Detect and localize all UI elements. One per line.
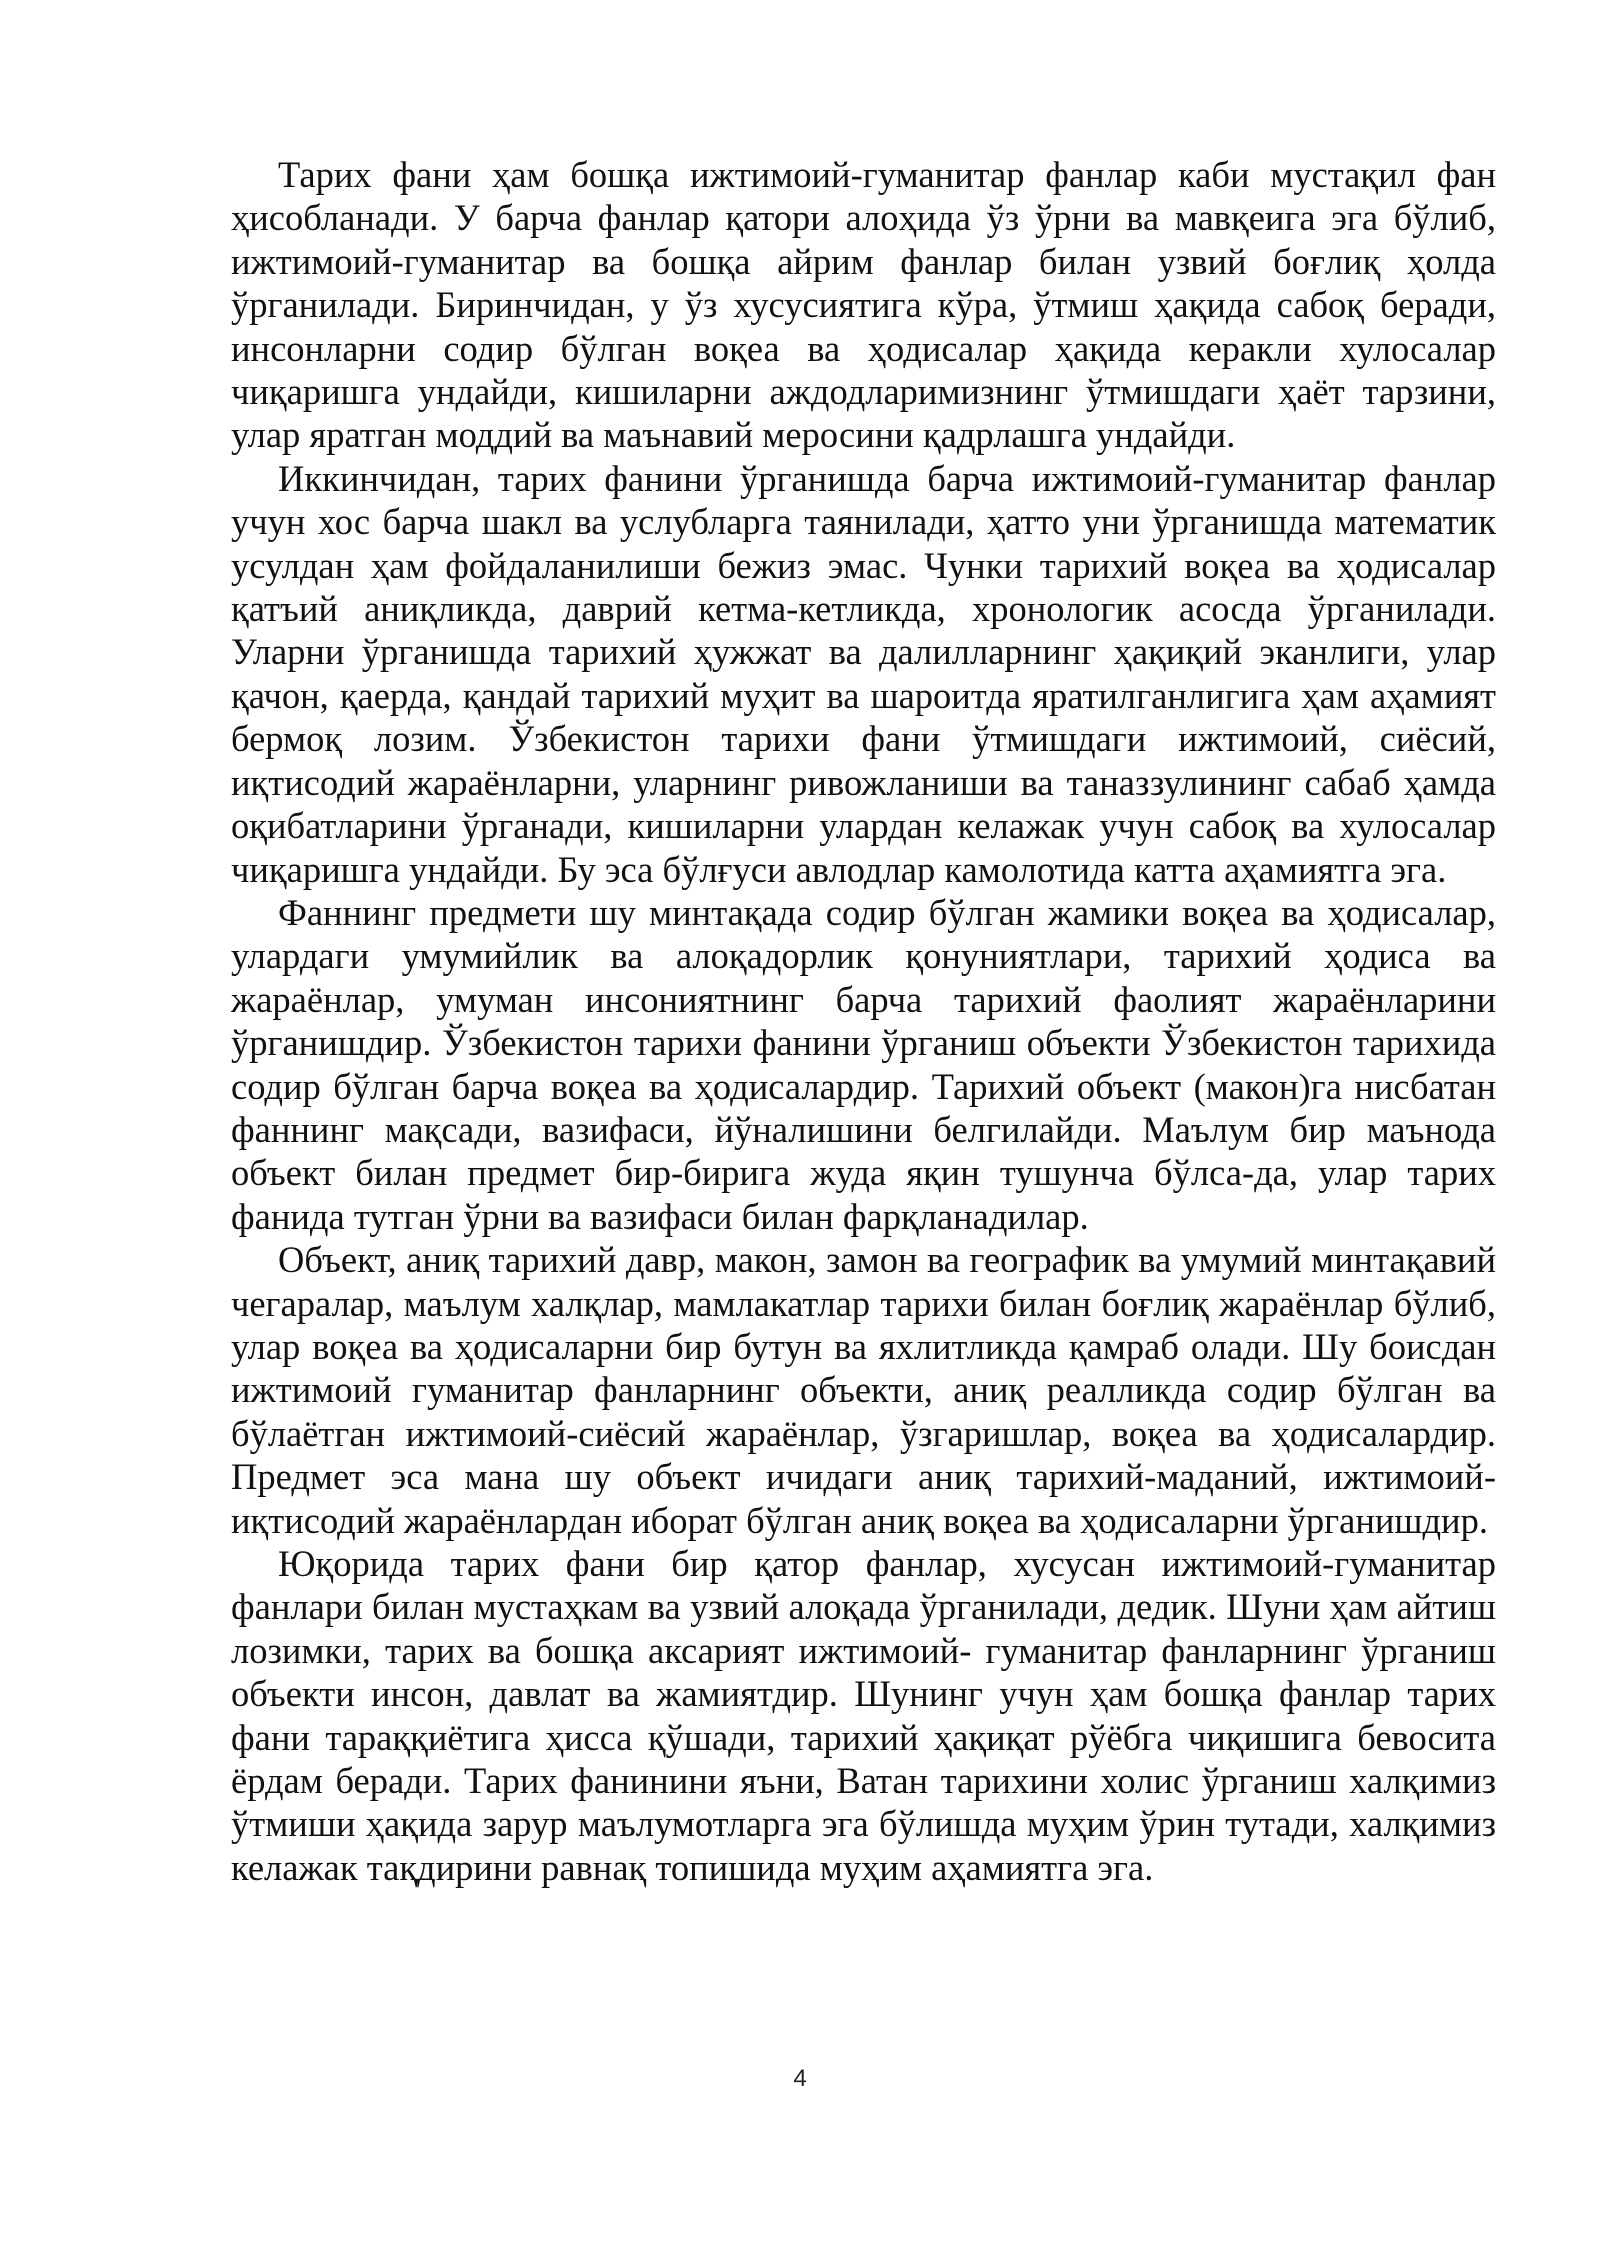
paragraph-1: Тарих фани ҳам бошқа ижтимоий-гуманитар фанлар каби мустақил фан ҳисобланади. У барча фанлар қатори алоҳида ўз ўрни ва мавқеига эга бўлиб, ижтимоий-гуманитар ва бошқа айрим фанлар билан узвий боғлиқ ҳолда ўрганилади. Биринчидан, у ўз хусусиятига кўра, ўтмиш ҳақида сабоқ беради, инсонларни содир бўлган воқеа ва ҳодисалар ҳақида керакли хулосалар чиқаришга ундайди, кишиларни аждодларимизнинг ўтмишдаги ҳаёт тарзини, улар яратган моддий ва маънавий меросини қадрлашга ундайди. xyxy=(231,154,1496,456)
paragraph-5: Юқорида тарих фани бир қатор фанлар, хусусан ижтимоий-гуманитар фанлари билан мустаҳкам ва узвий алоқада ўрганилади, дедик. Шуни ҳам айтиш лозимки, тарих ва бошқа аксарият ижтимоий- гуманитар фанларнинг ўрганиш объекти инсон, давлат ва жамиятдир. Шунинг учун ҳам бошқа фанлар тарих фани тараққиётига ҳисса қўшади, тарихий ҳақиқат рўёбга чиқишига бевосита ёрдам беради. Тарих фанинини яъни, Ватан тарихини холис ўрганиш халқимиз ўтмиши ҳақида зарур маълумотларга эга бўлишда муҳим ўрин тутади, халқимиз келажак тақдирини равнақ топишида муҳим аҳамиятга эга. xyxy=(231,1543,1496,1888)
paragraph-4: Объект, аниқ тарихий давр, макон, замон ва географик ва умумий минтақавий чегаралар, маълум халқлар, мамлакатлар тарихи билан боғлиқ жараёнлар бўлиб, улар воқеа ва ҳодисаларни бир бутун ва яхлитликда қамраб олади. Шу боисдан ижтимоий гуманитар фанларнинг объекти, аниқ реалликда содир бўлган ва бўлаётган ижтимоий-сиёсий жараёнлар, ўзгаришлар, воқеа ва ҳодисалардир. Предмет эса мана шу объект ичидаги аниқ тарихий-маданий, ижтимоий-иқтисодий жараёнлардан иборат бўлган аниқ воқеа ва ҳодисаларни ўрганишдир. xyxy=(231,1239,1496,1541)
paragraph-3: Фаннинг предмети шу минтақада содир бўлган жамики воқеа ва ҳодисалар, улардаги умумийлик ва алоқадорлик қонуниятлари, тарихий ҳодиса ва жараёнлар, умуман инсониятнинг барча тарихий фаолият жараёнларини ўрганишдир. Ўзбекистон тарихи фанини ўрганиш объекти Ўзбекистон тарихида содир бўлган барча воқеа ва ҳодисалардир. Тарихий объект (макон)га нисбатан фаннинг мақсади, вазифаси, йўналишини белгилайди. Маълум бир маънода объект билан предмет бир-бирига жуда яқин тушунча бўлса-да, улар тарих фанида тутган ўрни ва вазифаси билан фарқланадилар. xyxy=(231,891,1496,1237)
page-number: 4 xyxy=(793,2065,807,2092)
paragraph-2: Иккинчидан, тарих фанини ўрганишда барча ижтимоий-гуманитар фанлар учун хос барча шакл ва услубларга таянилади, ҳатто уни ўрганишда математик усулдан ҳам фойдаланилиши бежиз эмас. Чунки тарихий воқеа ва ҳодисалар қатъий аниқликда, даврий кетма-кетликда, хронологик асосда ўрганилади. Уларни ўрганишда тарихий ҳужжат ва далилларнинг ҳақиқий эканлиги, улар қачон, қаерда, қандай тарихий муҳит ва шароитда яратилганлигига ҳам аҳамият бермоқ лозим. Ўзбекистон тарихи фани ўтмишдаги ижтимоий, сиёсий, иқтисодий жараёнларни, уларнинг ривожланиши ва таназзулининг сабаб ҳамда оқибатларини ўрганади, кишиларни улардан келажак учун сабоқ ва хулосалар чиқаришга ундайди. Бу эса бўлғуси авлодлар камолотида катта аҳамиятга эга. xyxy=(231,457,1496,890)
body-text xyxy=(231,153,1496,1889)
